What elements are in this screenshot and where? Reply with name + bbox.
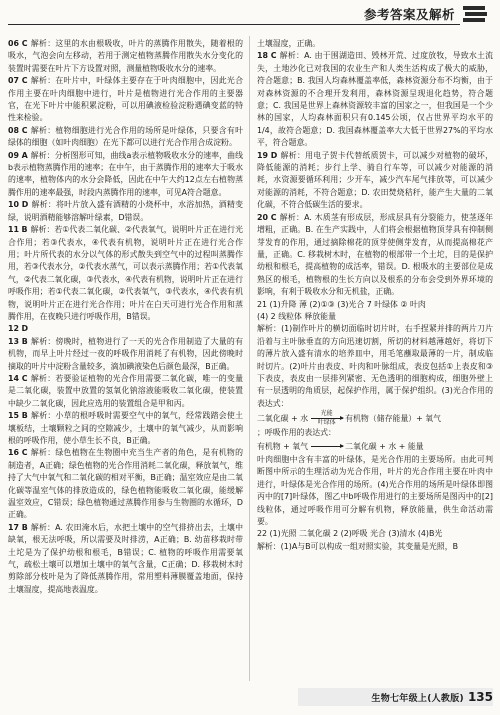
question-number: 11 — [8, 225, 19, 235]
explanation-text: 解析：傍晚时，植物进行了一天的光合作用制造了大量的有机物，而早上叶片经过一夜的呼吸作用消耗了有机物，因此傍晚时摘取的叶片中淀粉含量较多，滴加碘液染色后颜色最深，B正确。 — [8, 336, 243, 371]
question-number: 06 — [8, 39, 19, 48]
q21-body: 解析：(1)制作叶片的横切面临时切片时，右手捏紧并排的两片刀片沿着与主叶脉垂直的方向迅速切割，所切的材料越薄越好，将切下的薄片放入盛有清水的培养皿中，用毛笔蘸取最薄的一片，制成临时切片。(2)叶片由表皮、叶肉和叶脉组成，表皮包括①上表皮和③下表皮，表皮由一层排列紧密、无色透明的细胞构成，细胞外壁上有一层透明的角质层，起保护作用，属于保护组织。(3)光合作用的表达式： — [257, 324, 493, 408]
answer-item — [8, 199, 243, 224]
answer-letter: C — [21, 448, 28, 458]
answer-item — [8, 75, 243, 125]
left-column — [8, 38, 243, 596]
answer-letter: C — [21, 125, 28, 135]
q22-head: 22 (1)光照 二氧化碳 2 (2)呼吸 光合 (3)清水 (4)B光 — [257, 529, 443, 539]
column-divider — [249, 36, 250, 681]
answer-letter: B — [21, 225, 28, 235]
answer-item — [8, 410, 243, 447]
answer-item — [8, 38, 243, 75]
answer-item — [8, 224, 243, 323]
explanation-text: 解析：在叶片中，叶绿体主要存在于叶肉细胞中，因此光合作用主要在叶肉细胞中进行，叶片是植物进行光合作用的主要器官，在光下叶片中能积累淀粉，可以用碘液检验淀粉遇碘变蓝的特性来检验。 — [8, 76, 243, 123]
answer-letter: C — [270, 212, 277, 222]
question-number: 09 — [8, 150, 19, 160]
header-title: 参考答案及解析 — [363, 7, 455, 22]
page-number: 135 — [467, 690, 493, 704]
answer-item — [8, 373, 243, 410]
question-number: 13 — [8, 336, 19, 346]
answer-letter: A — [21, 150, 28, 160]
reaction-arrow-2 — [311, 445, 343, 448]
explanation-text: 解析：小草的根呼吸时需要空气中的氧气，经常践踏会使土壤板结，土壤颗粒之间的空隙减少，土壤中的氧气减少，从而影响根的呼吸作用，使小草生长不良，B正确。 — [8, 411, 243, 445]
explanation-text: 解析：分析图形可知，曲线a表示植物吸收水分的速率，曲线b表示植物蒸腾作用的速率；在中午，由于蒸腾作用的速率大于吸水的速率，植物体内的水分会降低，因此在中午大约12点左右植物蒸腾作用的速率最强，时段内蒸腾作用的速率，可见A符合题意。 — [8, 150, 243, 197]
explanation-text: 解析：绿色植物在生物圈中充当生产者的角色，是有机物的制造者，A正确；绿色植物的光合作用消耗二氧化碳，释放氧气，维持了大气中氧气和二氧化碳的相对平衡，B正确；温室效应是由二氧化碳等温室气体的排放造成的，绿色植物能吸收二氧化碳，能缓解温室效应，C错误；绿色植物通过蒸腾作用参与生物圈的水循环，D正确。 — [8, 448, 243, 520]
answer-letter: C — [21, 39, 28, 48]
explanation-text: 解析：用电子贺卡代替纸质贺卡，可以减少对植物的破坏，降低能源的消耗；步行上学、骑自行车等，可以减少对能源的消耗，水资源要循环利用；少开车，减少汽车尾气排放等，可以减少对能源的消耗，不符合题意；D. 农田焚烧秸秆，能产生大量的二氧化碳，不符合低碳生活的要求。 — [257, 150, 493, 210]
question-number: 17 — [8, 522, 19, 532]
question-number: 07 — [8, 76, 19, 86]
answer-letter: D — [21, 200, 29, 210]
explanation-text: 解析：A. 由于围湖造田、毁林开荒、过度放牧，导致水土流失，土地沙化已对我国的农业生产和人类生活构成了极大的威胁，符合题意；B. 我国人均森林覆盖率低，森林资源分布不均衡，由于对森林资源的不合理开发利用，森林资源呈现退化趋势，符合题意；C. 我国是世界上森林资源较丰富的国家之一，但我国是一个少林的国家，人均森林面积只有0.145公顷，仅占世界平均水平的1/4，故符合题意；D. 我国森林覆盖率大大低于世界27%的平均水平，符合题意。 — [257, 51, 494, 148]
question-21 — [257, 299, 493, 529]
answer-letter: B — [21, 522, 28, 532]
answer-item — [257, 212, 493, 299]
answer-item — [8, 447, 243, 521]
answer-item — [8, 150, 243, 200]
explanation-text: 解析：将叶片放入盛有酒精的小烧杯中，水浴加热，酒精变绿，说明酒精能够溶解叶绿素，D错误。 — [8, 200, 243, 222]
formula2-left: 有机物 + 氧气 — [257, 441, 309, 451]
answer-letter: D — [21, 324, 29, 334]
question-number: 14 — [8, 373, 19, 383]
arrow-bottom-label: 叶绿体 — [317, 419, 336, 427]
answer-letter: C — [270, 51, 277, 61]
right-column-continuation: 土壤湿度，正确。 — [257, 39, 321, 48]
arrow-top-label: 光能 — [320, 410, 333, 418]
explanation-text: 解析：A. 农田淹水后，水把土壤中的空气排挤出去，土壤中缺氧，根无法呼吸，所以需要及时排涝，A正确；B. 幼苗移栽时带土坨是为了保护幼根和根毛，B错误；C. 植物的呼吸作用需要氧气，疏松土壤可以增加土壤中的氧气含量，C正确；D. 移栽树木时剪除部分枝叶是为了降低蒸腾作用，常用塑料薄膜覆盖地面，保持土壤湿度，提高地表温度。 — [8, 522, 244, 594]
q21-formula-note: ；呼吸作用的表达式： — [257, 428, 336, 438]
question-number: 19 — [257, 150, 268, 160]
q22-body: 解析：(1)A与B可以构成一组对照实验，其变量是光照，B — [257, 541, 458, 551]
q21-body2: 叶肉细胞中含有丰富的叶绿体，是光合作用的主要场所。由此可判断图中所示的生理活动为光合作用，叶片的光合作用主要在叶肉中进行，叶绿体是光合作用的场所。(4)光合作用的场所是叶绿体即图丙中的[7]叶绿体，图乙中b呼吸作用进行的主要场所是图丙中的[2]线粒体，通过呼吸作用可分解有机物，释放能量，供生命活动需要。 — [257, 455, 493, 527]
reaction-arrow — [311, 411, 343, 426]
question-number: 20 — [257, 212, 268, 222]
answer-item — [8, 336, 243, 373]
page-footer — [298, 688, 493, 706]
answer-item — [257, 150, 493, 212]
explanation-text: 解析：若要验证植物的光合作用需要二氧化碳，唯一的变量是二氧化碳，装置中放置的氢氧化钠溶液能吸收二氧化碳，使装置中缺少二氧化碳，因此应选用的装置组合是甲和丙。 — [8, 373, 243, 408]
q21-line2: (4) 2 线粒体 释放能量 — [257, 311, 336, 321]
page-header — [0, 0, 500, 30]
explanation-text: 解析：这里的水由根吸收，叶片的蒸腾作用散失，随着根的吸水，气泡会向左移动，若用于测定植物蒸腾作用散失水分变化的装置时需要在叶片下方设置对照，测量植物吸收水分的速率。 — [8, 39, 243, 73]
header-rule — [8, 24, 460, 25]
book-stack-icon — [462, 2, 488, 26]
explanation-text: 解析：植物细胞进行光合作用的场所是叶绿体，只要含有叶绿体的细胞（如叶肉细胞）在光下都可以进行光合作用合成淀粉。 — [8, 125, 243, 148]
question-number: 16 — [8, 448, 19, 458]
answer-letter: B — [21, 336, 28, 346]
answer-item — [8, 522, 243, 596]
answer-letter: D — [270, 150, 278, 160]
question-number: 10 — [8, 200, 19, 210]
formula2-right: 二氧化碳 + 水 + 能量 — [345, 441, 424, 451]
explanation-text: 解析：A. 木质茎有形成层，形成层具有分裂能力，使茎逐年增粗，正确。B. 在生产实践中，人们将会根据植物顶芽具有抑制侧芽发育的作用，通过摘除棉花的顶芽使侧芽发育，从而提高棉花产量，正确。C. 移栽树木时，在植物的根部带一个土坨，目的是保护幼根和根毛，提高植物的成活率，错误。D. 根吸水的主要部位是成熟区的根毛，植物根的生长方向以及根系的分布会受到外界环境的影响，有利于吸收水分和无机盐，正确。 — [257, 212, 494, 297]
question-number: 18 — [257, 51, 268, 61]
explanation-text: 解析：若①代表二氧化碳、②代表氧气，说明叶片正在进行光合作用；若③代表水，④代表有机物，说明叶片正在进行光合作用；叶片所代表的水分以气体的形式散失到空气中的过程叫蒸腾作用，若③代表水分，②代表水蒸气，可以表示蒸腾作用；若①代表氧气，②代表二氧化碳，③代表水，④代表有机物，说明叶片正在进行呼吸作用；若①代表二氧化碳，②代表氧气，③代表水，④代表有机物，说明叶片正在进行光合作用；叶片在白天可进行光合作用和蒸腾作用，在夜晚只进行呼吸作用，B错误。 — [8, 225, 243, 321]
photosynthesis-formula — [257, 411, 493, 426]
footer-book-title: 生物七年级上(人教版) — [371, 693, 464, 704]
answer-letter: B — [21, 411, 28, 421]
question-22 — [257, 528, 493, 553]
answer-letter: C — [21, 373, 28, 383]
question-number: 15 — [8, 411, 19, 421]
formula-left: 二氧化碳 + 水 — [257, 414, 309, 424]
right-column — [257, 38, 493, 553]
answer-item — [8, 323, 243, 335]
respiration-formula — [257, 441, 493, 453]
answer-letter: C — [21, 76, 28, 86]
q21-head: 21 (1)升降 薄 (2)①③ (3)光合 7 叶绿体 ② 叶肉 — [257, 299, 426, 309]
answer-item — [8, 125, 243, 150]
formula-right: 有机物（储存能量）+ 氧气 — [345, 414, 442, 424]
answer-item — [257, 50, 493, 149]
question-number: 08 — [8, 125, 19, 135]
question-number: 12 — [8, 324, 19, 334]
